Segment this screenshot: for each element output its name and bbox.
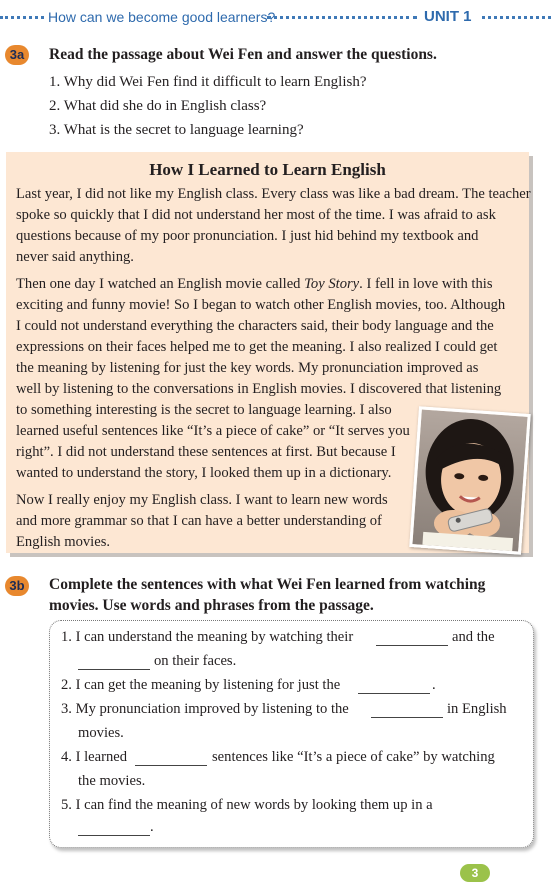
passage-text: Then one day I watched an English movie called [16,276,305,292]
instruction-3b-line1: Complete the sentences with what Wei Fen learned from watching [49,576,486,593]
passage-line: Now I really enjoy my English class. I want to learn new words [16,492,388,508]
instruction-3b-line2: movies. Use words and phrases from the passage. [49,597,374,614]
header-dots-middle [267,16,417,19]
header-dots-right [482,16,551,19]
passage-line: questions because of my poor pronunciation. I just hid behind my textbook and [16,228,479,244]
sentence-4-part-b: sentences like “It’s a piece of cake” by watching [212,749,495,765]
instruction-3a: Read the passage about Wei Fen and answer the questions. [49,46,437,63]
sentence-3-part-b: in English [447,701,507,717]
unit-label: UNIT 1 [424,8,472,25]
page-number: 3 [460,864,490,882]
sentence-4-part-a: 4. I learned [61,749,128,765]
blank-1a[interactable] [376,645,448,646]
passage-line: well by listening to the conversations in English movies. I discovered that listening [16,381,502,397]
badge-3b: 3b [5,576,29,596]
passage-line: wanted to understand the story, I looked them up in a dictionary. [16,465,392,481]
question-1: 1. Why did Wei Fen find it difficult to learn English? [49,74,367,90]
passage-line: exciting and funny movie! So I began to watch other English movies, too. Although [16,297,506,313]
sentence-2-part-a: 2. I can get the meaning by listening for just the [61,677,341,693]
passage-line: learned useful sentences like “It’s a piece of cake” or “It serves you [16,423,410,439]
header-title: How can we become good learners? [48,9,276,25]
sentence-3-part-c: movies. [78,725,124,741]
girl-photo-image [409,406,531,554]
passage-line: to something interesting is the secret to language learning. I also [16,402,392,418]
sentence-2-part-b: . [432,677,436,693]
passage-title: How I Learned to Learn English [149,160,386,179]
sentence-5-part-a: 5. I can find the meaning of new words by looking them up in a [61,797,433,813]
blank-4[interactable] [135,765,207,766]
girl-illustration [412,409,527,551]
header-dots-left [0,16,44,19]
passage-line: spoke so quickly that I did not understand her most of the time. I was afraid to ask [16,207,496,223]
blank-2[interactable] [358,693,430,694]
passage-line: English movies. [16,534,111,550]
sentence-4-part-c: the movies. [78,773,146,789]
sentence-1-part-a: 1. I can understand the meaning by watching their [61,629,354,645]
movie-title-toy-story: Toy Story [304,276,360,292]
passage-text: . I fell in love with this [359,276,493,292]
passage-line: right”. I did not understand these sentences at first. But because I [16,444,396,460]
blank-3[interactable] [371,717,443,718]
sentence-3-part-a: 3. My pronunciation improved by listening to the [61,701,349,717]
blank-1b[interactable] [78,669,150,670]
passage-line: never said anything. [16,249,134,265]
passage-line: Last year, I did not like my English class. Every class was like a bad dream. The teacher [16,186,531,202]
passage-line: the meaning by listening for just the key words. My pronunciation improved as [16,360,479,376]
sentence-1-part-c: on their faces. [154,653,237,669]
passage-line [16,276,493,293]
passage-line: I could not understand everything the characters said, their body language and the [16,318,494,334]
passage-line: expressions on their faces helped me to get the meaning. I also realized I could get [16,339,498,355]
passage-line: and more grammar so that I can have a better understanding of [16,513,382,529]
badge-3a: 3a [5,45,29,65]
question-3: 3. What is the secret to language learning? [49,122,304,138]
blank-5[interactable] [78,835,150,836]
question-2: 2. What did she do in English class? [49,98,267,114]
sentence-1-part-b: and the [452,629,495,645]
sentence-5-part-b: . [150,819,154,835]
